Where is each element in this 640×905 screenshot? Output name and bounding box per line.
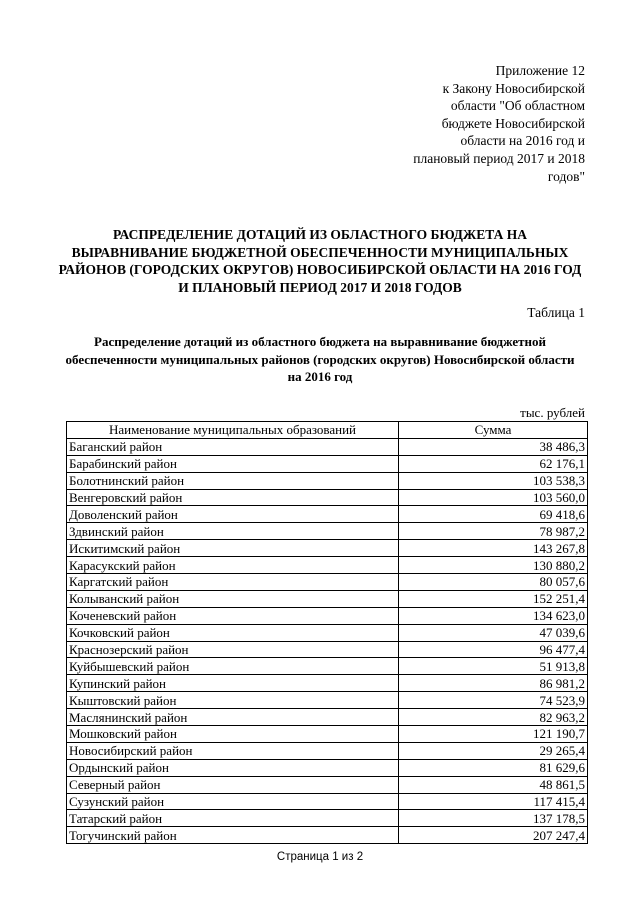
- district-name-cell: Маслянинский район: [67, 709, 399, 726]
- document-title: [50, 226, 590, 296]
- district-name-cell: Кыштовский район: [67, 692, 399, 709]
- district-name-cell: Барабинский район: [67, 455, 399, 472]
- table-row: [67, 827, 588, 844]
- district-name-cell: Сузунский район: [67, 793, 399, 810]
- table-row: [67, 590, 588, 607]
- district-name-cell: Северный район: [67, 776, 399, 793]
- amount-cell: 82 963,2: [399, 709, 588, 726]
- table-row: [67, 810, 588, 827]
- table-row: [67, 438, 588, 455]
- table-row: [67, 658, 588, 675]
- appendix-line: плановый период 2017 и 2018: [413, 150, 585, 166]
- table-row: [67, 607, 588, 624]
- district-name-cell: Баганский район: [67, 438, 399, 455]
- amount-cell: 48 861,5: [399, 776, 588, 793]
- table-row: [67, 759, 588, 776]
- title-line: ВЫРАВНИВАНИЕ БЮДЖЕТНОЙ ОБЕСПЕЧЕННОСТИ МУНИЦИПАЛЬНЫХ: [71, 244, 569, 260]
- table-header-row: [67, 422, 588, 439]
- table-title: [50, 333, 590, 386]
- district-name-cell: Искитимский район: [67, 540, 399, 557]
- table-row: [67, 641, 588, 658]
- table-row: [67, 776, 588, 793]
- appendix-line: бюджете Новосибирской: [441, 115, 585, 131]
- table-row: [67, 557, 588, 574]
- district-name-cell: Мошковский район: [67, 726, 399, 743]
- table-title-line: обеспеченности муниципальных районов (городских округов) Новосибирской области: [65, 351, 575, 367]
- district-name-cell: Ордынский район: [67, 759, 399, 776]
- district-name-cell: Тогучинский район: [67, 827, 399, 844]
- amount-cell: 207 247,4: [399, 827, 588, 844]
- amount-cell: 143 267,8: [399, 540, 588, 557]
- table-body: [67, 438, 588, 843]
- table-row: [67, 675, 588, 692]
- amount-cell: 130 880,2: [399, 557, 588, 574]
- amount-cell: 81 629,6: [399, 759, 588, 776]
- amount-cell: 103 560,0: [399, 489, 588, 506]
- table-row: [67, 709, 588, 726]
- table-row: [67, 455, 588, 472]
- amount-cell: 29 265,4: [399, 742, 588, 759]
- page-footer: Страница 1 из 2: [276, 851, 364, 863]
- amount-cell: 47 039,6: [399, 624, 588, 641]
- column-header-name: Наименование муниципальных образований: [67, 422, 399, 439]
- amount-cell: 96 477,4: [399, 641, 588, 658]
- amount-cell: 121 190,7: [399, 726, 588, 743]
- table-row: [67, 624, 588, 641]
- district-name-cell: Каргатский район: [67, 574, 399, 591]
- table-row: [67, 726, 588, 743]
- table-row: [67, 506, 588, 523]
- amount-cell: 152 251,4: [399, 590, 588, 607]
- amount-cell: 38 486,3: [399, 438, 588, 455]
- table-title-line: Распределение дотаций из областного бюджета на выравнивание бюджетной: [94, 334, 546, 349]
- district-name-cell: Новосибирский район: [67, 742, 399, 759]
- table-row: [67, 793, 588, 810]
- district-name-cell: Татарский район: [67, 810, 399, 827]
- amount-cell: 117 415,4: [399, 793, 588, 810]
- appendix-line: к Закону Новосибирской: [442, 80, 585, 96]
- district-name-cell: Кочковский район: [67, 624, 399, 641]
- table-row: [67, 489, 588, 506]
- district-name-cell: Коченевский район: [67, 607, 399, 624]
- table-row: [67, 472, 588, 489]
- district-name-cell: Колыванский район: [67, 590, 399, 607]
- amount-cell: 69 418,6: [399, 506, 588, 523]
- table-title-line: на 2016 год: [287, 369, 353, 384]
- district-name-cell: Карасукский район: [67, 557, 399, 574]
- amount-cell: 78 987,2: [399, 523, 588, 540]
- district-name-cell: Венгеровский район: [67, 489, 399, 506]
- appendix-line: области "Об областном: [450, 98, 585, 114]
- table-row: [67, 692, 588, 709]
- amount-cell: 62 176,1: [399, 455, 588, 472]
- table-row: [67, 742, 588, 759]
- title-line: РАСПРЕДЕЛЕНИЕ ДОТАЦИЙ ИЗ ОБЛАСТНОГО БЮДЖЕТА НА: [113, 227, 527, 242]
- appendix-line: годов": [547, 168, 585, 184]
- table-row: [67, 523, 588, 540]
- district-name-cell: Здвинский район: [67, 523, 399, 540]
- appendix-note: [375, 62, 585, 185]
- amount-cell: 134 623,0: [399, 607, 588, 624]
- title-line: И ПЛАНОВЫЙ ПЕРИОД 2017 И 2018 ГОДОВ: [178, 279, 462, 295]
- district-name-cell: Купинский район: [67, 675, 399, 692]
- amount-cell: 103 538,3: [399, 472, 588, 489]
- district-name-cell: Куйбышевский район: [67, 658, 399, 675]
- appendix-line: Приложение 12: [495, 63, 585, 78]
- table-number-label: Таблица 1: [527, 305, 585, 320]
- amount-cell: 86 981,2: [399, 675, 588, 692]
- district-name-cell: Доволенский район: [67, 506, 399, 523]
- subsidy-table: [66, 421, 588, 844]
- amount-cell: 74 523,9: [399, 692, 588, 709]
- title-line: РАЙОНОВ (ГОРОДСКИХ ОКРУГОВ) НОВОСИБИРСКОЙ ОБЛАСТИ НА 2016 ГОД: [58, 262, 582, 277]
- amount-cell: 51 913,8: [399, 658, 588, 675]
- table-row: [67, 574, 588, 591]
- amount-cell: 80 057,6: [399, 574, 588, 591]
- amount-cell: 137 178,5: [399, 810, 588, 827]
- table-row: [67, 540, 588, 557]
- units-label: тыс. рублей: [520, 405, 585, 420]
- district-name-cell: Болотнинский район: [67, 472, 399, 489]
- appendix-line: области на 2016 год и: [460, 133, 585, 149]
- district-name-cell: Краснозерский район: [67, 641, 399, 658]
- column-header-sum: Сумма: [399, 422, 588, 439]
